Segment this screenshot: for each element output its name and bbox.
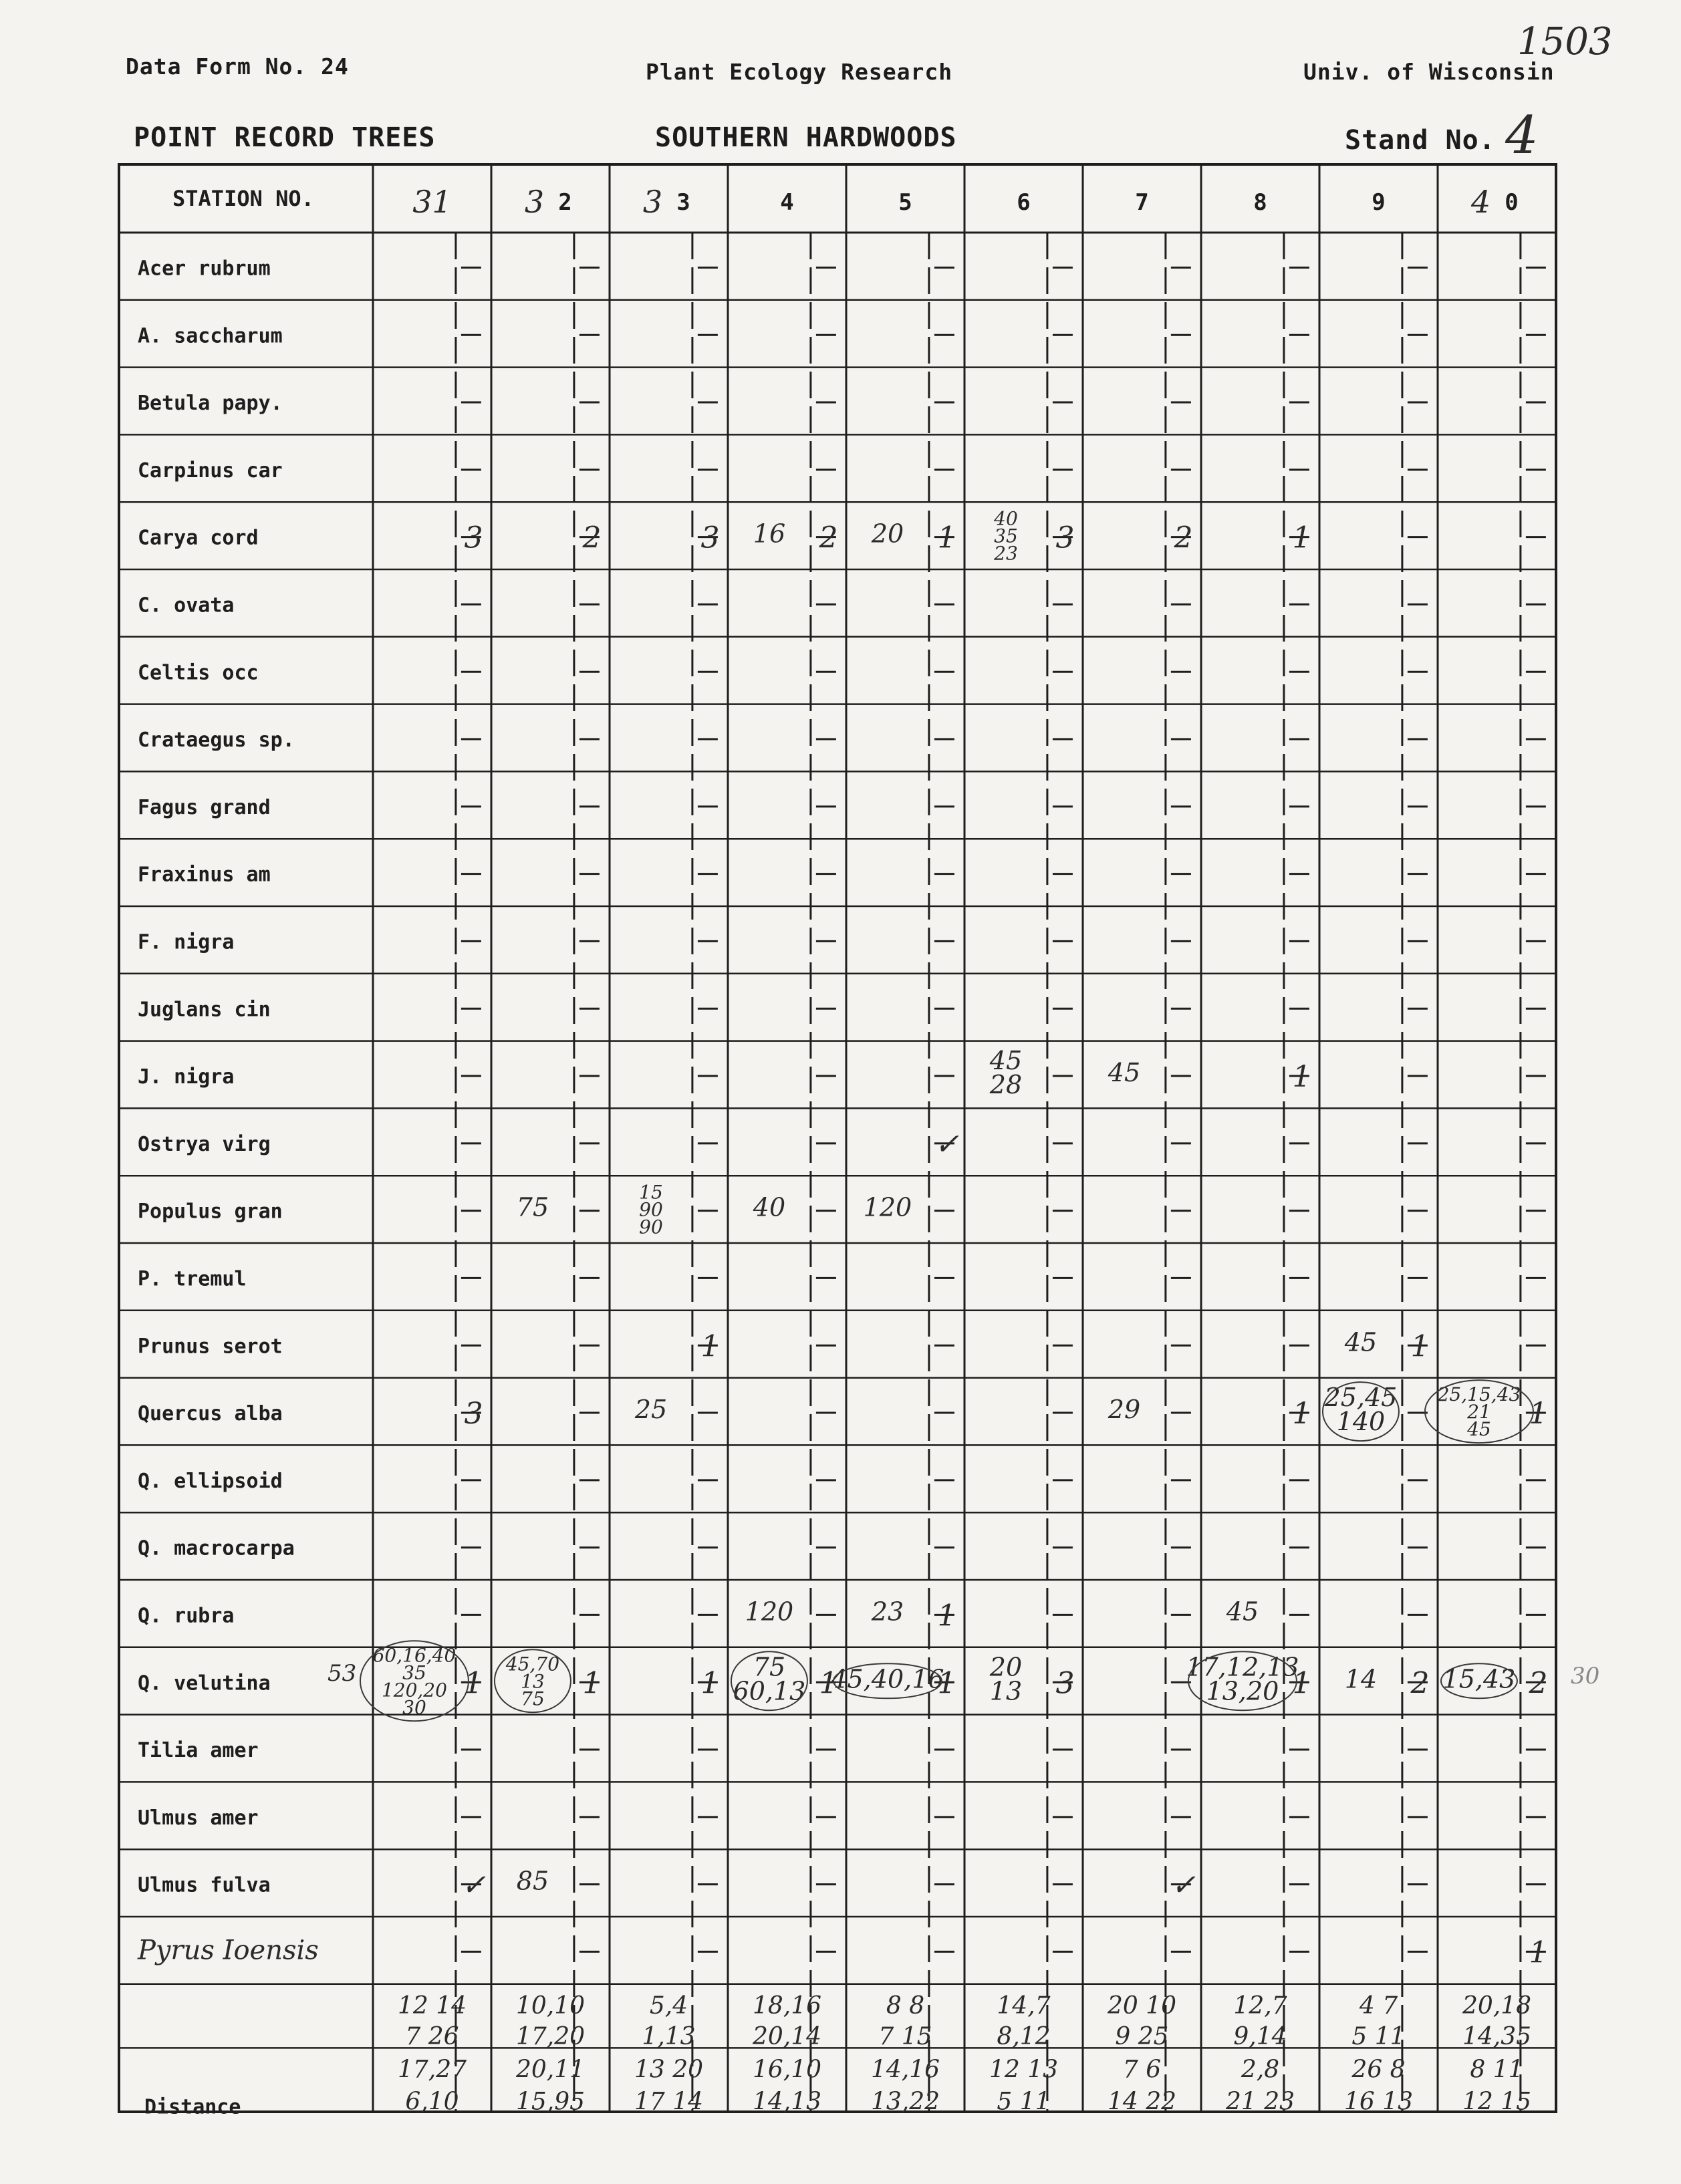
- value-entry: 14: [1344, 1664, 1378, 1694]
- summary-value: 8,12: [997, 2022, 1051, 2050]
- summary-value: 7 15: [878, 2022, 932, 2050]
- station-number: 3: [676, 189, 690, 216]
- summary-value: 20,18: [1462, 1992, 1532, 2020]
- tally-entry: 1: [1529, 1935, 1548, 1970]
- summary-value: 18,16: [752, 1992, 822, 2020]
- tally-entry: 1: [937, 521, 956, 555]
- value-entry: 45: [1226, 1597, 1259, 1627]
- value-entry: 40: [753, 1192, 786, 1222]
- value-entry: 23: [871, 1597, 904, 1627]
- tally-entry: 3: [1055, 1666, 1075, 1701]
- station-number: 6: [1017, 189, 1031, 216]
- distance-value: 15,95: [515, 2088, 586, 2116]
- tally-entry: 1: [819, 1666, 838, 1701]
- station-number-handwritten: 3: [642, 184, 663, 220]
- species-label: P. tremul: [138, 1267, 247, 1291]
- summary-value: 5,4: [649, 1992, 688, 2020]
- tally-entry: 2: [1410, 1666, 1430, 1701]
- summary-value: 12 14: [397, 1992, 467, 2020]
- tally-entry: 3: [464, 521, 483, 555]
- tally-entry: 2: [1529, 1666, 1548, 1701]
- tally-entry: 1: [582, 1666, 602, 1701]
- margin-note-right: 30: [1571, 1663, 1600, 1689]
- distance-value: 16,10: [752, 2056, 822, 2084]
- distance-value: 12 13: [989, 2056, 1059, 2084]
- species-label: Q. velutina: [138, 1671, 271, 1695]
- summary-value: 5 11: [1351, 2022, 1406, 2050]
- tally-entry: ✓: [934, 1127, 959, 1162]
- species-label: Q. rubra: [138, 1604, 235, 1628]
- species-label: Carya cord: [138, 526, 259, 550]
- tally-entry: 3: [464, 1397, 483, 1431]
- distance-value: 5 11: [997, 2088, 1051, 2116]
- value-entry: 16: [753, 519, 786, 549]
- station-header: STATION NO.: [172, 186, 314, 211]
- margin-note-left: 53: [328, 1660, 357, 1687]
- distance-value: 13,22: [870, 2088, 940, 2116]
- species-label: Tilia amer: [138, 1739, 259, 1763]
- value-entry: 120: [863, 1192, 912, 1222]
- tally-entry: 1: [1292, 1397, 1311, 1431]
- tally-entry: 1: [1529, 1397, 1548, 1431]
- tally-entry: 2: [819, 521, 838, 555]
- summary-value: 14,7: [997, 1992, 1051, 2020]
- species-label: Ulmus amer: [138, 1806, 259, 1830]
- summary-value: 9,14: [1233, 2022, 1287, 2050]
- species-label: Pyrus Ioensis: [138, 1935, 319, 1966]
- form-number: Data Form No. 24: [126, 53, 349, 80]
- species-label: Betula papy.: [138, 392, 283, 416]
- species-label: Ostrya virg: [138, 1132, 271, 1156]
- table-border: [119, 164, 1556, 2112]
- summary-value: 14,35: [1462, 2022, 1532, 2050]
- species-label: Fraxinus am: [138, 863, 271, 887]
- species-label: Prunus serot: [138, 1335, 283, 1359]
- species-label: Populus gran: [138, 1200, 283, 1224]
- value-entry: 25,45 140: [1324, 1383, 1398, 1437]
- stand-number: 4: [1505, 106, 1539, 166]
- distance-value: 17,27: [397, 2056, 467, 2084]
- value-entry: 40 35 23: [994, 507, 1018, 565]
- distance-value: 12 15: [1462, 2088, 1532, 2116]
- value-entry: 15 90 90: [639, 1181, 663, 1238]
- tally-entry: 2: [1174, 521, 1193, 555]
- value-entry: 45,40,16: [831, 1664, 944, 1694]
- tally-entry: 1: [1292, 1666, 1311, 1701]
- distance-value: 14,13: [752, 2088, 822, 2116]
- value-entry: 15,43: [1442, 1664, 1516, 1694]
- summary-value: 7 26: [405, 2022, 459, 2050]
- station-number: 5: [898, 189, 912, 216]
- tally-entry: 1: [1410, 1329, 1430, 1364]
- distance-value: 21 23: [1225, 2088, 1295, 2116]
- distance-value: 17 14: [634, 2088, 704, 2116]
- species-label: A. saccharum: [138, 324, 283, 348]
- summary-value: 10,10: [515, 1992, 586, 2020]
- distance-label: Distance: [144, 2095, 241, 2119]
- distance-value: 14,16: [870, 2056, 940, 2084]
- tally-entry: ✓: [1171, 1868, 1196, 1903]
- station-number: 0: [1505, 189, 1519, 216]
- station-number: 2: [558, 189, 572, 216]
- distance-value: 20,11: [515, 2056, 586, 2084]
- species-label: Celtis occ: [138, 661, 259, 685]
- tally-entry: 1: [937, 1599, 956, 1633]
- station-number: 4: [780, 189, 794, 216]
- species-label: C. ovata: [138, 593, 235, 618]
- species-label: Q. ellipsoid: [138, 1469, 283, 1493]
- value-entry: 60,16,40 35 120,20 30: [372, 1644, 457, 1719]
- distance-value: 26 8: [1351, 2056, 1406, 2084]
- species-label: F. nigra: [138, 930, 235, 954]
- summary-value: 17,20: [515, 2022, 586, 2050]
- summary-value: 9 25: [1115, 2022, 1169, 2050]
- tally-entry: 3: [700, 521, 720, 555]
- tally-entry: 1: [700, 1666, 720, 1701]
- distance-value: 16 13: [1343, 2088, 1414, 2116]
- value-entry: 120: [745, 1597, 794, 1627]
- serial-number: 1503: [1517, 20, 1613, 63]
- summary-value: 4 7: [1359, 1992, 1398, 2020]
- tally-entry: 1: [1292, 521, 1311, 555]
- value-entry: 20 13: [989, 1652, 1023, 1706]
- tally-entry: 1: [700, 1329, 720, 1364]
- summary-value: 20 10: [1107, 1992, 1177, 2020]
- distance-value: 8 11: [1470, 2056, 1524, 2084]
- tally-entry: 1: [1292, 1060, 1311, 1095]
- species-label: Acer rubrum: [138, 257, 271, 281]
- summary-value: 1,13: [642, 2022, 696, 2050]
- species-label: Juglans cin: [138, 998, 271, 1022]
- station-number: 9: [1372, 189, 1386, 216]
- summary-value: 8 8: [886, 1992, 925, 2020]
- distance-value: 2,8: [1241, 2056, 1280, 2084]
- value-entry: 29: [1108, 1395, 1141, 1425]
- distance-value: 7 6: [1122, 2056, 1162, 2084]
- value-entry: 25: [634, 1395, 668, 1425]
- tally-entry: ✓: [461, 1868, 486, 1903]
- community-title: SOUTHERN HARDWOODS: [655, 122, 957, 153]
- value-entry: 75 60,13: [733, 1652, 806, 1706]
- station-number: 8: [1253, 189, 1267, 216]
- species-label: Fagus grand: [138, 795, 271, 819]
- value-entry: 45: [1108, 1058, 1141, 1088]
- species-label: Q. macrocarpa: [138, 1536, 295, 1560]
- university-name: Univ. of Wisconsin: [1303, 59, 1555, 85]
- species-label: Crataegus sp.: [138, 728, 295, 753]
- species-label: Carpinus car: [138, 458, 283, 483]
- station-number-handwritten: 31: [412, 184, 452, 220]
- value-entry: 75: [516, 1192, 549, 1222]
- record-title: POINT RECORD TREES: [134, 122, 436, 153]
- tally-entry: 1: [464, 1666, 483, 1701]
- summary-value: 12,7: [1233, 1992, 1287, 2020]
- summary-value: 20,14: [752, 2022, 822, 2050]
- value-entry: 45 28: [989, 1046, 1023, 1100]
- distance-value: 14 22: [1107, 2088, 1177, 2116]
- species-label: J. nigra: [138, 1065, 235, 1089]
- value-entry: 85: [516, 1866, 549, 1896]
- distance-value: 13 20: [634, 2056, 704, 2084]
- value-entry: 25,15,43 21 45: [1437, 1383, 1521, 1441]
- tally-entry: 2: [582, 521, 602, 555]
- value-entry: 20: [871, 519, 904, 549]
- station-number-handwritten: 4: [1470, 184, 1491, 220]
- species-label: Quercus alba: [138, 1402, 283, 1426]
- tally-entry: 3: [1055, 521, 1075, 555]
- station-number-handwritten: 3: [524, 184, 545, 220]
- stand-label: Stand No.: [1345, 125, 1496, 156]
- research-title: Plant Ecology Research: [646, 59, 953, 85]
- value-entry: 45: [1344, 1327, 1378, 1357]
- value-entry: 45,70 13 75: [505, 1653, 560, 1710]
- value-entry: 17,12,13 13,20: [1186, 1652, 1299, 1706]
- distance-value: 6,10: [405, 2088, 459, 2116]
- station-number: 7: [1135, 189, 1149, 216]
- tally-entry: 1: [937, 1666, 956, 1701]
- species-label: Ulmus fulva: [138, 1873, 271, 1897]
